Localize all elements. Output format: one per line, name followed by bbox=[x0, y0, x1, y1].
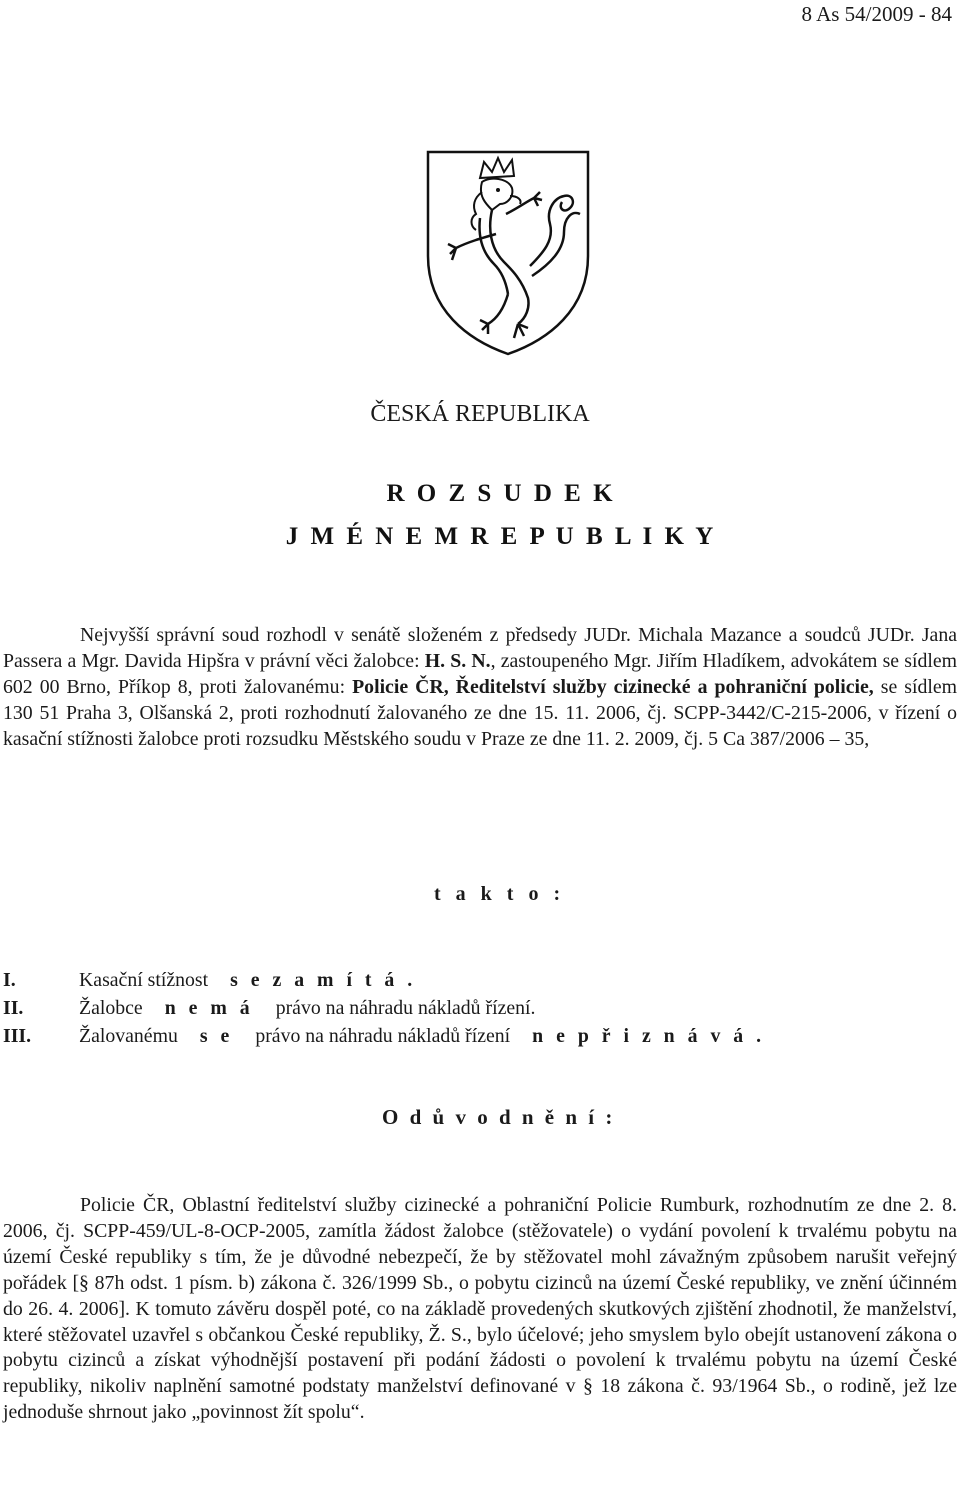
czech-coat-of-arms-lion-icon bbox=[422, 148, 594, 358]
verdict-item: II. Žalobce n e m á právo na náhradu nákladů řízení. bbox=[3, 997, 536, 1019]
defendant-name: Policie ČR, Ředitelství služby cizinecké a pohraniční policie, bbox=[352, 675, 874, 698]
takto-heading: t a k t o : bbox=[434, 883, 566, 905]
plaintiff-name: H. S. N. bbox=[424, 649, 491, 672]
verdict-item: III. Žalovanému s e právo na náhradu nákladů řízení n e p ř i z n á v á . bbox=[3, 1025, 766, 1047]
case-number: 8 As 54/2009 - 84 bbox=[801, 2, 952, 26]
verdict-item: I. Kasační stížnost s e z a m í t á . bbox=[3, 969, 417, 991]
reasoning-heading: O d ů v o d n ě n í : bbox=[382, 1105, 616, 1129]
country-title: ČESKÁ REPUBLIKA bbox=[370, 401, 590, 427]
intro-paragraph: Nejvyšší správní soud rozhodl v senátě složeném z předsedy JUDr. Michala Mazance a soudců JUDr. Jana Passera a Mgr. Davida Hipšra v právní věci žalobce: H. S. N., zastoupeného Mgr. Jiřím Hladíkem, advokátem se sídlem 602 00 Brno, Příkop 8, proti žalovanému: Policie ČR, Ředitelství služby cizinecké a pohraniční policie, se sídlem 130 51 Praha 3, Olšanská 2, proti rozhodnutí žalovaného ze dne 15. 11. 2006, čj. SCPP-3442/C-215-2006, v řízení o kasační stížnosti žalobce proti rozsudku Městského soudu v Praze ze dne 11. 2. 2009, čj. 5 Ca 387/2006 – 35, bbox=[3, 624, 958, 750]
in-name-of-republic-heading: J M É N E M R E P U B L I K Y bbox=[285, 523, 717, 550]
reasoning-paragraph: Policie ČR, Oblastní ředitelství služby cizinecké a pohraniční Policie Rumburk, rozhodnutím ze dne 2. 8. 2006, čj. SCPP-459/UL-8-OCP-2005, zamítla žádost žalobce (stěžovatele) o vydání povolení k trvalému pobytu na území České republiky s tím, že je důvodné nebezpečí, že by stěžovatel mohl závažným způsobem narušit veřejný pořádek [§ 87h odst. 1 písm. b) zákona č. 326/1999 Sb., o pobytu cizinců na území České republiky, ve znění účinném do 26. 4. 2006]. K tomuto závěru dospěl poté, co na základě provedených skutkových zjištění zhodnotil, že manželství, které stěžovatel uzavřel s občankou České republiky, Ž. S., bylo účelové; jeho smyslem bylo obejít ustanovení zákona o pobytu cizinců a získat výhodnější postavení při podání žádosti o povolení k trvalému pobytu na území České republiky, nikoliv naplnění samotné podstaty manželství definované v § 18 zákona č. 93/1964 Sb., o rodině, jež lze jednoduše shrnout jako „povinnost žít spolu“. bbox=[3, 1194, 957, 1424]
judgment-heading: R O Z S U D E K bbox=[386, 480, 616, 507]
